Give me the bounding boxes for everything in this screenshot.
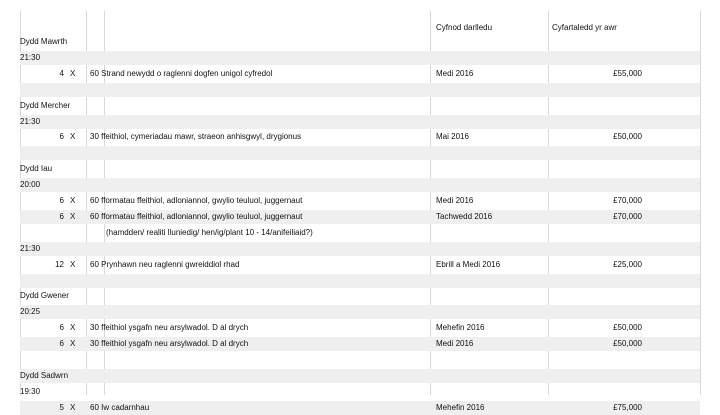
multiplier-mark: X xyxy=(70,339,76,349)
table-row xyxy=(20,210,700,224)
genre-note: (hamdden/ realiti lluniedig/ hen/ig/plant 10 - 14/anifeiliaid?) xyxy=(106,227,313,237)
day-or-time-label: Dydd Iau xyxy=(20,164,53,174)
table-row xyxy=(20,274,700,288)
multiplier-mark: X xyxy=(70,402,76,412)
table-row xyxy=(20,289,700,303)
hourly-cost: £75,000 xyxy=(613,402,642,412)
episode-count: 6 xyxy=(59,339,64,349)
table-row xyxy=(20,401,700,415)
hourly-cost: £70,000 xyxy=(613,211,642,221)
broadcast-period: Ebrill a Medi 2016 xyxy=(436,259,501,269)
broadcast-period-header: Cyfnod darlledu xyxy=(436,23,493,32)
table-row xyxy=(20,226,700,240)
table-row xyxy=(20,242,700,256)
table-row xyxy=(20,178,700,192)
broadcast-period: Medi 2016 xyxy=(436,196,474,205)
programme-desc: 60 fformatau ffeithiol, adloniannol, gwylio teuluol, juggernaut xyxy=(90,211,303,221)
day-or-time-label: Dydd Mawrth xyxy=(20,37,68,46)
table-row xyxy=(20,194,700,208)
day-or-time-label: Dydd Gwener xyxy=(20,291,69,301)
hourly-cost: £55,000 xyxy=(613,68,642,78)
programme-desc: 30 ffeithiol ysgafn neu arsylwadol. D al drych xyxy=(90,323,249,333)
broadcast-period: Mai 2016 xyxy=(436,132,469,142)
table-row xyxy=(20,51,700,65)
table-row xyxy=(20,67,700,81)
programme-desc: 60 Iw cadarnhau xyxy=(90,402,150,412)
hourly-cost: £50,000 xyxy=(613,323,642,333)
table-row xyxy=(20,385,700,399)
broadcast-period: Mehefin 2016 xyxy=(436,323,485,333)
episode-count: 6 xyxy=(59,196,64,205)
header-row xyxy=(20,21,700,35)
day-or-time-label: 20:00 xyxy=(20,180,41,190)
day-or-time-label: 20:25 xyxy=(20,307,41,317)
grid-line xyxy=(700,11,701,395)
table-row xyxy=(20,258,700,272)
table-row xyxy=(20,130,700,144)
programme-desc: 60 Prynhawn neu raglenni gwreiddiol rhad xyxy=(90,259,240,269)
multiplier-mark: X xyxy=(70,323,76,333)
programme-desc: 30 ffeithiol ysgafn neu arsylwadol. D al drych xyxy=(90,339,249,349)
table-row xyxy=(20,35,700,49)
multiplier-mark: X xyxy=(70,132,76,142)
programme-desc: 60 fformatau ffeithiol, adloniannol, gwylio teuluol, juggernaut xyxy=(90,196,303,205)
episode-count: 6 xyxy=(59,211,64,221)
table-row xyxy=(20,162,700,176)
programme-desc: 30 ffeithiol, cymeriadau mawr, straeon anhisgwyl, drygionus xyxy=(90,132,302,142)
table-row xyxy=(20,369,700,383)
day-or-time-label: 19:30 xyxy=(20,386,41,396)
hourly-average-header: Cyfartaledd yr awr xyxy=(552,23,617,32)
broadcast-period: Medi 2016 xyxy=(436,68,474,78)
day-or-time-label: 21:30 xyxy=(20,243,41,253)
episode-count: 12 xyxy=(55,259,64,269)
day-or-time-label: Dydd Mercher xyxy=(20,100,71,110)
broadcast-period: Mehefin 2016 xyxy=(436,402,485,412)
table-row xyxy=(20,337,700,351)
table-row xyxy=(20,146,700,160)
broadcast-period: Medi 2016 xyxy=(436,339,474,349)
table-row xyxy=(20,83,700,97)
programme-desc: 60 Strand newydd o raglenni dogfen unigol cyfredol xyxy=(90,68,273,78)
hourly-cost: £50,000 xyxy=(613,339,642,349)
table-row xyxy=(20,321,700,335)
episode-count: 6 xyxy=(59,132,64,142)
table-row xyxy=(20,115,700,129)
multiplier-mark: X xyxy=(70,196,76,205)
day-or-time-label: Dydd Sadwrn xyxy=(20,370,69,380)
table-row xyxy=(20,99,700,113)
multiplier-mark: X xyxy=(70,259,76,269)
episode-count: 6 xyxy=(59,323,64,333)
episode-count: 5 xyxy=(59,402,64,412)
table-row xyxy=(20,305,700,319)
broadcast-period: Tachwedd 2016 xyxy=(436,211,493,221)
day-or-time-label: 21:30 xyxy=(20,52,41,62)
hourly-cost: £50,000 xyxy=(613,132,642,142)
episode-count: 4 xyxy=(59,68,64,78)
table-row xyxy=(20,353,700,367)
multiplier-mark: X xyxy=(70,68,76,78)
hourly-cost: £70,000 xyxy=(613,196,642,205)
hourly-cost: £25,000 xyxy=(613,259,642,269)
multiplier-mark: X xyxy=(70,211,76,221)
day-or-time-label: 21:30 xyxy=(20,116,41,126)
